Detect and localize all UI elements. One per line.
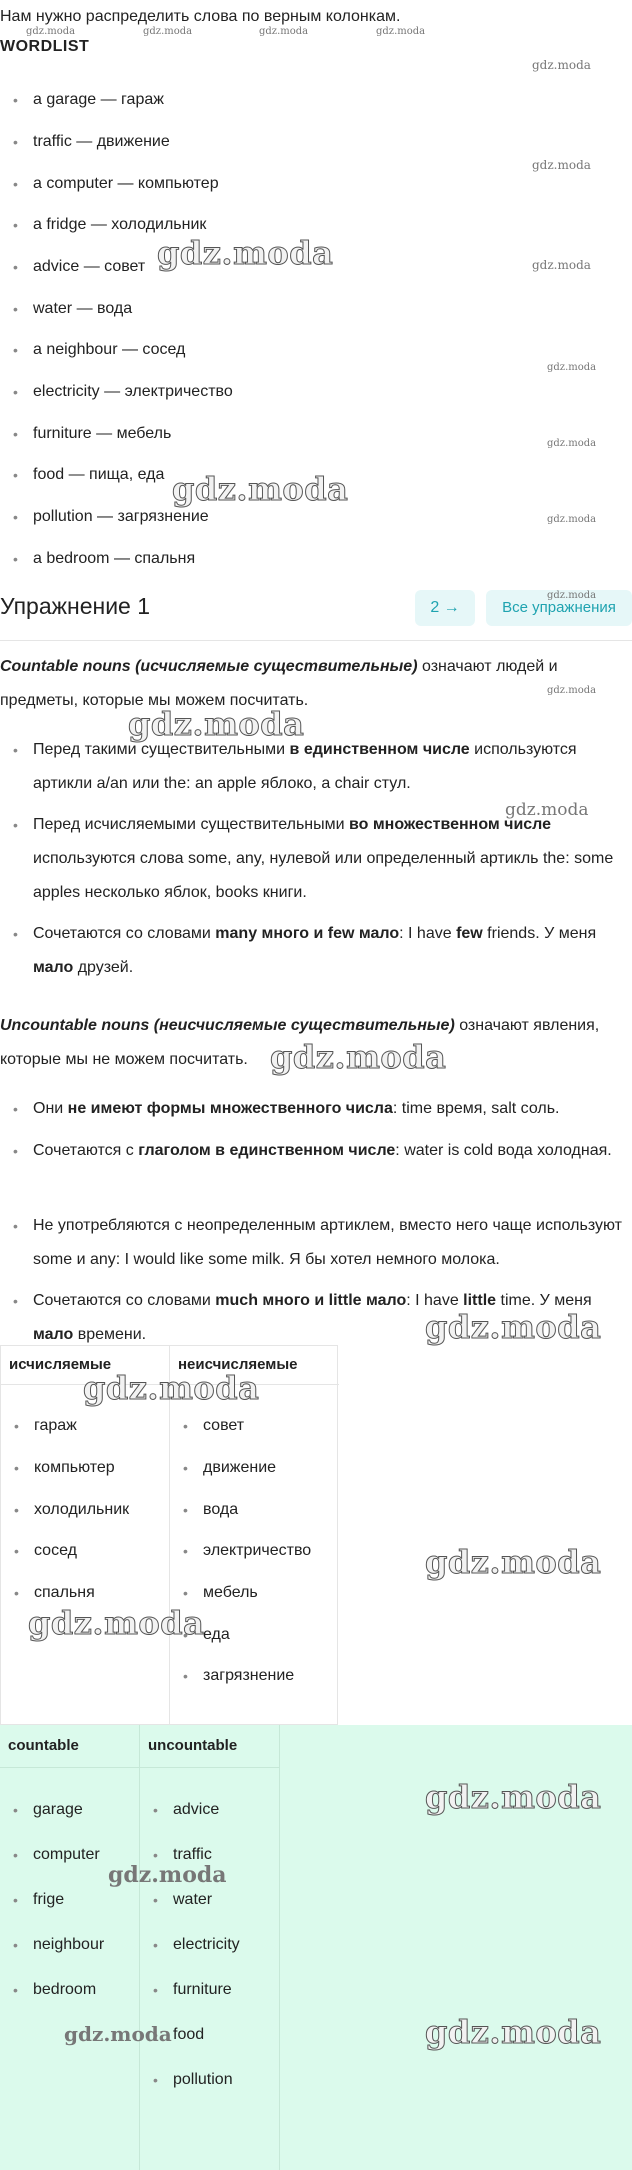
watermark: gdz.moda: [547, 590, 597, 601]
watermark: gdz.moda: [28, 1604, 205, 1642]
watermark: gdz.moda: [425, 1543, 602, 1581]
countable-term: Countable nouns (исчисляемые существительные): [0, 658, 418, 675]
watermark: gdz.moda: [143, 26, 193, 37]
rule-text: Сочетаются со словами: [33, 1292, 216, 1309]
all-exercises-button[interactable]: Все упражнения: [486, 590, 632, 626]
table-cell: • загрязнение: [170, 1664, 294, 1688]
watermark: gdz.moda: [26, 26, 76, 37]
table-cell: • компьютер: [1, 1456, 115, 1480]
watermark: gdz.moda: [83, 1369, 260, 1407]
wordlist-item: • pollution — загрязнение: [0, 505, 209, 529]
rule-text: используются слова some, any, нулевой или определенный артикль the: some apples несколько яблок, books книги.: [33, 850, 614, 901]
countable-heading: [0, 650, 625, 718]
table-cell: • спальня: [1, 1581, 95, 1605]
wordlist-item: • food — пища, еда: [0, 463, 164, 487]
wordlist-title: WORDLIST: [0, 38, 90, 55]
divider: [0, 640, 632, 641]
table-column-uncountable: [140, 1725, 280, 2170]
table-header: исчисляемые: [1, 1346, 169, 1385]
uncountable-rule-2: [0, 1134, 625, 1168]
table-header: countable: [0, 1725, 139, 1768]
rule-text: друзей.: [73, 959, 134, 976]
table-cell: • bedroom: [0, 1978, 96, 2002]
countable-rule-2: [0, 808, 625, 910]
table-cell: • advice: [140, 1798, 219, 1822]
rule-text: времени.: [73, 1326, 147, 1343]
table-cell: • food: [140, 2023, 204, 2047]
rule-bold: мало: [33, 1326, 74, 1343]
watermark: gdz.moda: [157, 234, 334, 272]
watermark: gdz.moda: [547, 514, 597, 525]
table-cell: • электричество: [170, 1539, 311, 1563]
rule-text: time. У меня: [496, 1292, 592, 1309]
table-cell: • pollution: [140, 2068, 233, 2092]
rule-bold: в единственном числе: [289, 741, 470, 758]
wordlist-item: • a fridge — холодильник: [0, 213, 206, 237]
uncountable-rule-1: [0, 1092, 625, 1126]
watermark: gdz.moda: [376, 26, 426, 37]
intro-text: Нам нужно распределить слова по верным колонкам.: [0, 8, 401, 25]
watermark: gdz.moda: [532, 58, 591, 72]
rule-text: Они: [33, 1100, 68, 1117]
exercise-title: Упражнение 1: [0, 593, 151, 619]
watermark: gdz.moda: [128, 705, 305, 743]
rule-text: Перед такими существительными: [33, 741, 290, 758]
wordlist-item: • a garage — гараж: [0, 88, 164, 112]
table-cell: • electricity: [140, 1933, 240, 1957]
next-exercise-button[interactable]: 2 →: [415, 590, 475, 626]
wordlist-item: • electricity — электричество: [0, 380, 233, 404]
table-cell: • water: [140, 1888, 212, 1912]
rule-text: используются артикли a/an или the: an apple яблоко, a chair стул.: [33, 741, 577, 792]
countable-rule-1: [0, 733, 625, 801]
table-cell: • frige: [0, 1888, 64, 1912]
rule-text: : I have: [399, 925, 457, 942]
watermark: gdz.moda: [270, 1038, 447, 1076]
rule-bold: глаголом в единственном числе: [138, 1142, 396, 1159]
rule-bold: little: [463, 1292, 497, 1309]
wordlist-item: • a computer — компьютер: [0, 172, 219, 196]
rule-bold: much много и little мало: [215, 1292, 407, 1309]
table-header: неисчисляемые: [170, 1346, 339, 1385]
uncountable-definition: означают явления, которые мы не можем посчитать.: [0, 1017, 600, 1068]
rule-text: : water is cold вода холодная.: [395, 1142, 612, 1159]
rule-text: Перед исчисляемыми существительными: [33, 816, 349, 833]
wordlist-item: • advice — совет: [0, 255, 145, 279]
rule-bold: few: [456, 925, 483, 942]
rule-text: friends. У меня: [482, 925, 597, 942]
table-cell: • еда: [170, 1623, 230, 1647]
table-cell: • furniture: [140, 1978, 232, 2002]
wordlist-item: • traffic — движение: [0, 130, 170, 154]
table-column-countable: [0, 1725, 140, 2170]
watermark: gdz.moda: [425, 2013, 602, 2051]
watermark: gdz.moda: [532, 258, 591, 272]
table-cell: • traffic: [140, 1843, 212, 1867]
table-header: uncountable: [140, 1725, 279, 1768]
watermark: gdz.moda: [532, 158, 591, 172]
table-cell: • гараж: [1, 1414, 77, 1438]
rule-text: Сочетаются с: [33, 1142, 139, 1159]
table-cell: • вода: [170, 1498, 238, 1522]
table-cell: • мебель: [170, 1581, 258, 1605]
wordlist-item: • water — вода: [0, 297, 132, 321]
countable-rule-3: [0, 917, 625, 985]
rule-bold: many много и few мало: [215, 925, 400, 942]
table-cell: • холодильник: [1, 1498, 129, 1522]
rule-text: : time время, salt соль.: [392, 1100, 560, 1117]
rule-text: : I have: [406, 1292, 464, 1309]
table-cell: • garage: [0, 1798, 83, 1822]
watermark: gdz.moda: [64, 2022, 172, 2046]
table-cell: • движение: [170, 1456, 276, 1480]
rule-bold: мало: [33, 959, 74, 976]
uncountable-rule-3: • Не употребляются с неопределенным артиклем, вместо него чаще используют some и any: I would like some milk. Я бы хотел немного молока.: [0, 1209, 625, 1277]
watermark: gdz.moda: [547, 362, 597, 373]
watermark: gdz.moda: [547, 685, 597, 696]
rule-bold: не имеют формы множественного числа: [67, 1100, 393, 1117]
wordlist-item: • furniture — мебель: [0, 422, 171, 446]
watermark: gdz.moda: [425, 1308, 602, 1346]
table-cell: • сосед: [1, 1539, 77, 1563]
rule-text: Сочетаются со словами: [33, 925, 216, 942]
watermark: gdz.moda: [505, 800, 589, 820]
table-cell: • совет: [170, 1414, 244, 1438]
countable-definition: означают людей и предметы, которые мы можем посчитать.: [0, 658, 558, 709]
table-cell: • neighbour: [0, 1933, 104, 1957]
watermark: gdz.moda: [547, 438, 597, 449]
rule-bold: во множественном числе: [349, 816, 552, 833]
uncountable-term: Uncountable nouns (неисчисляемые существительные): [0, 1017, 455, 1034]
wordlist-item: • a neighbour — сосед: [0, 338, 185, 362]
watermark: gdz.moda: [108, 1862, 227, 1888]
table-cell: • computer: [0, 1843, 100, 1867]
wordlist-item: • a bedroom — спальня: [0, 547, 195, 571]
watermark: gdz.moda: [172, 470, 349, 508]
watermark: gdz.moda: [425, 1778, 602, 1816]
watermark: gdz.moda: [259, 26, 309, 37]
